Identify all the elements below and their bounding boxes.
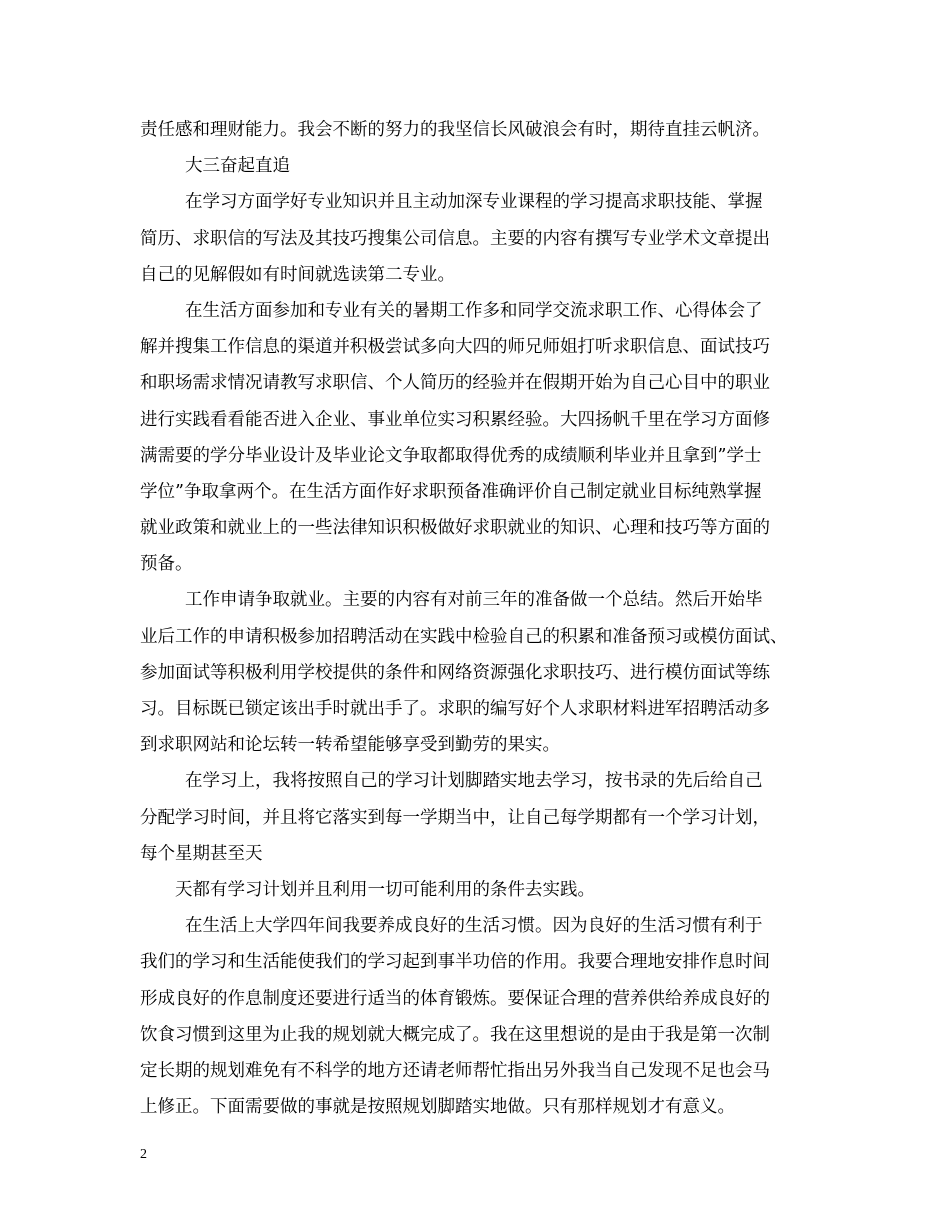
text-line: 在学习方面学好专业知识并且主动加深专业课程的学习提高求职技能、掌握 <box>185 192 763 213</box>
text-line: 在生活上大学四年间我要养成良好的生活习惯。因为良好的生活习惯有利于 <box>185 916 763 937</box>
text-line: 形成良好的作息制度还要进行适当的体育锻炼。要保证合理的营养供给养成良好的 <box>140 988 770 1009</box>
page-number: 2 <box>140 1147 147 1162</box>
text-line: 我们的学习和生活能使我们的学习起到事半功倍的作用。我要合理地安排作息时间 <box>140 952 770 973</box>
text-line: 定长期的规划难免有不科学的地方还请老师帮忙指出另外我当自己发现不足也会马 <box>140 1060 770 1081</box>
text-line: 在生活方面参加和专业有关的暑期工作多和同学交流求职工作、心得体会了 <box>185 300 763 321</box>
text-line: 预备。 <box>140 554 193 575</box>
text-line: 每个星期甚至天 <box>140 843 263 864</box>
text-line: 解并搜集工作信息的渠道并积极尝试多向大四的师兄师姐打听求职信息、面试技巧 <box>140 337 770 358</box>
text-line: 在学习上，我将按照自己的学习计划脚踏实地去学习，按书录的先后给自己 <box>185 771 763 792</box>
text-line: 业后工作的申请积极参加招聘活动在实践中检验自己的积累和准备预习或模仿面试、 <box>140 626 788 647</box>
text-line: 进行实践看看能否进入企业、事业单位实习积累经验。大四扬帆千里在学习方面修 <box>140 409 770 430</box>
text-line: 饮食习惯到这里为止我的规划就大概完成了。我在这里想说的是由于我是第一次制 <box>140 1024 770 1045</box>
text-line: 责任感和理财能力。我会不断的努力的我坚信长风破浪会有时，期待直挂云帆济。 <box>140 120 770 140</box>
text-line: 和职场需求情况请教写求职信、个人简历的经验并在假期开始为自己心目中的职业 <box>140 373 770 394</box>
text-line: 参加面试等积极利用学校提供的条件和网络资源强化求职技巧、进行模仿面试等练 <box>140 662 770 683</box>
text-line: 就业政策和就业上的一些法律知识积极做好求职就业的知识、心理和技巧等方面的 <box>140 518 770 539</box>
text-line: 工作申请争取就业。主要的内容有对前三年的准备做一个总结。然后开始毕 <box>185 590 763 611</box>
text-line: 学位”争取拿两个。在生活方面作好求职预备准确评价自己制定就业目标纯熟掌握 <box>140 481 762 502</box>
text-line: 自己的见解假如有时间就选读第二专业。 <box>140 264 455 285</box>
text-line: 上修正。下面需要做的事就是按照规划脚踏实地做。只有那样规划才有意义。 <box>140 1097 735 1118</box>
text-line: 习。目标既已锁定该出手时就出手了。求职的编写好个人求职材料进军招聘活动多 <box>140 699 770 719</box>
section-heading-year-three: 大三奋起直追 <box>185 156 290 177</box>
text-line: 满需要的学分毕业设计及毕业论文争取都取得优秀的成绩顺利毕业并且拿到”学士 <box>140 445 762 466</box>
text-line: 天都有学习计划并且利用一切可能利用的条件去实践。 <box>175 879 595 900</box>
text-line: 简历、求职信的写法及其技巧搜集公司信息。主要的内容有撰写专业学术文章提出 <box>140 228 770 249</box>
text-line: 到求职网站和论坛转一转希望能够享受到勤劳的果实。 <box>140 735 560 756</box>
body-text <box>140 112 840 1125</box>
text-line: 分配学习时间，并且将它落实到每一学期当中，让自己每学期都有一个学习计划， <box>140 807 770 828</box>
